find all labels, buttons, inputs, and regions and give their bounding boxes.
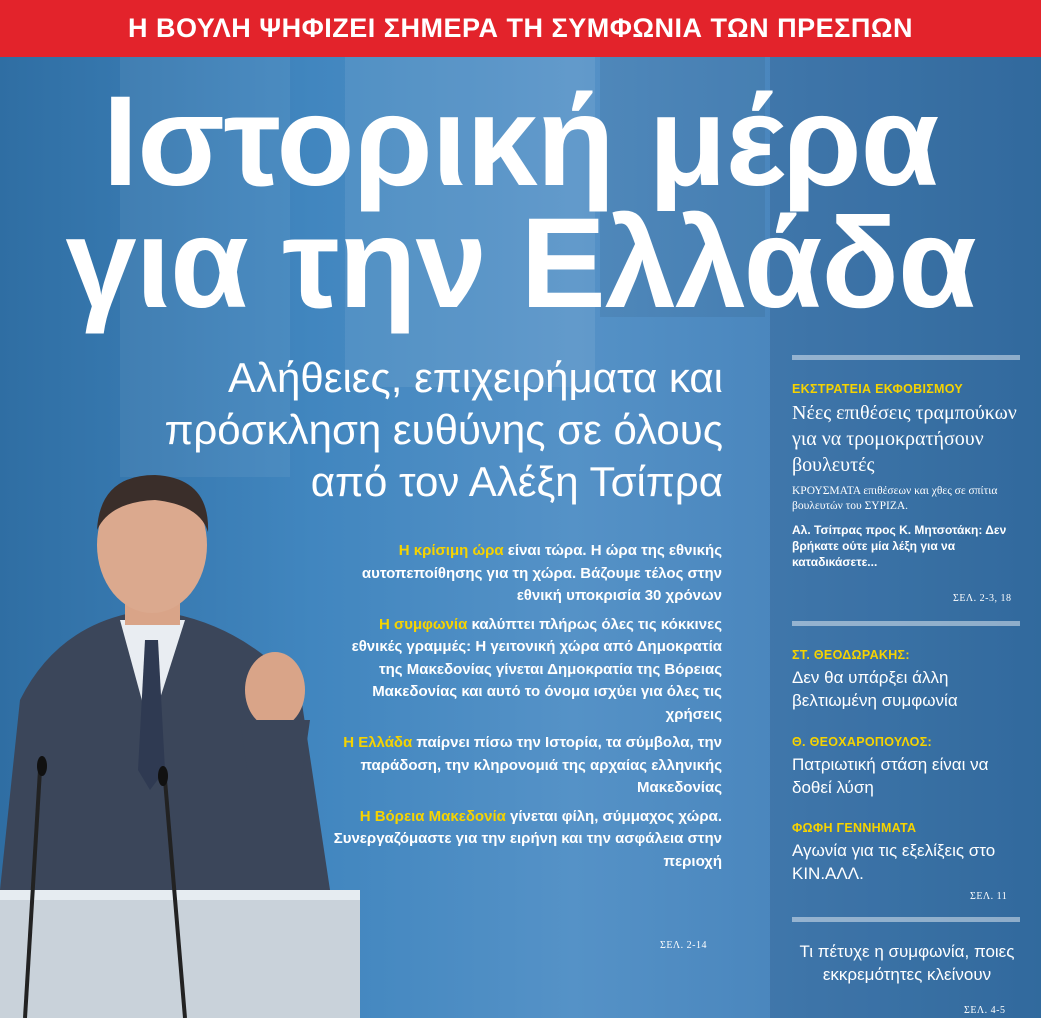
key-point [330, 732, 722, 800]
key-point-text: γίνεται φίλη, σύμμαχος χώρα. Συνεργαζόμαστε για την ειρήνη και την ασφάλεια στην περιοχή [333, 807, 722, 870]
key-point [330, 540, 722, 608]
subtitle-line-2: πρόσκληση ευθύνης σε όλους [164, 406, 723, 453]
sidebar-story-theodorakis [792, 648, 1028, 712]
story-text: Πατριωτική στάση είναι να δοθεί λύση [792, 755, 989, 797]
top-banner [0, 0, 1041, 57]
story-kicker: Θ. ΘΕΟΧΑΡΟΠΟΥΛΟΣ: [792, 735, 932, 749]
story-kicker: ΕΚΣΤΡΑΤΕΙΑ ΕΚΦΟΒΙΣΜΟΥ [792, 382, 964, 396]
headline-line-2: για την Ελλάδα [65, 192, 976, 335]
story-title: Νέες επιθέσεις τραμπούκων για να τρομοκρατήσουν βουλευτές [792, 402, 1017, 476]
story-title: Τι πέτυχε η συμφωνία, ποιες εκκρεμότητες κλείνουν [799, 942, 1015, 984]
main-page-reference: ΣΕΛ. 2-14 [660, 940, 708, 951]
story-kicker: ΣΤ. ΘΕΟΔΩΡΑΚΗΣ: [792, 648, 910, 662]
key-point-text: είναι τώρα. Η ώρα της εθνικής αυτοπεποίθησης για τη χώρα. Βάζουμε τέλος στην εθνική υποκρισία 30 χρόνων [361, 542, 722, 604]
key-point-highlight: Η Ελλάδα [343, 734, 413, 751]
key-point [330, 806, 722, 874]
headline-line-1: Ιστορική μέρα [102, 70, 939, 213]
key-point-highlight: Η συμφωνία [378, 615, 468, 633]
key-point-text: καλύπτει πλήρως όλες τις κόκκινες εθνικές γραμμές: Η γειτονική χώρα από Δημοκρατία της Μακεδονίας γίνεται Δημοκρατία της Βόρειας Μακεδονίας και αυτό το όνομα ισχύει για όλες τις χρήσεις [351, 615, 722, 723]
story-quote: Αλ. Τσίπρας προς Κ. Μητσοτάκη: Δεν βρήκατε ούτε μία λέξη για να καταδικάσετε... [792, 523, 1007, 569]
deal-page-reference: ΣΕΛ. 4-5 [964, 1005, 1006, 1016]
subtitle-line-3: από τον Αλέξη Τσίπρα [310, 458, 723, 505]
sidebar-divider [792, 917, 1020, 922]
story-kicker: ΦΩΦΗ ΓΕΝΝΗΜΑΤΑ [792, 821, 917, 835]
sidebar-story-theocharopoulos [792, 735, 1028, 799]
sidebar-story-gennimata [792, 821, 1028, 885]
banner-text: Η ΒΟΥΛΗ ΨΗΦΙΖΕΙ ΣΗΜΕΡΑ ΤΗ ΣΥΜΦΩΝΙΑ ΤΩΝ ΠΡΕΣΠΩΝ [127, 13, 914, 43]
sidebar-divider [792, 621, 1020, 626]
key-point [330, 614, 722, 727]
story-summary: ΚΡΟΥΣΜΑΤΑ επιθέσεων και χθες σε σπίτια βουλευτών του ΣΥΡΙΖΑ. [792, 485, 998, 512]
sidebar-story-deal [792, 940, 1022, 986]
key-point-highlight: Η κρίσιμη ώρα [398, 542, 504, 559]
campaign-page-reference: ΣΕΛ. 2-3, 18 [953, 593, 1012, 604]
story-text: Αγωνία για τις εξελίξεις στο ΚΙΝ.ΑΛΛ. [792, 841, 996, 883]
key-points [330, 540, 722, 879]
politician-photo [0, 470, 360, 1018]
sidebar-divider [792, 355, 1020, 360]
subtitle-line-1: Αλήθειες, επιχειρήματα και [228, 354, 723, 401]
sidebar [770, 355, 1030, 1018]
sidebar-story-campaign [792, 382, 1028, 570]
gennimata-page-reference: ΣΕΛ. 11 [970, 891, 1008, 902]
key-point-highlight: Η Βόρεια Μακεδονία [359, 807, 506, 825]
key-point-text: παίρνει πίσω την Ιστορία, τα σύμβολα, την παράδοση, την κληρονομιά της αρχαίας ελληνικής Μακεδονίας [360, 734, 722, 796]
story-text: Δεν θα υπάρξει άλλη βελτιωμένη συμφωνία [792, 668, 958, 710]
